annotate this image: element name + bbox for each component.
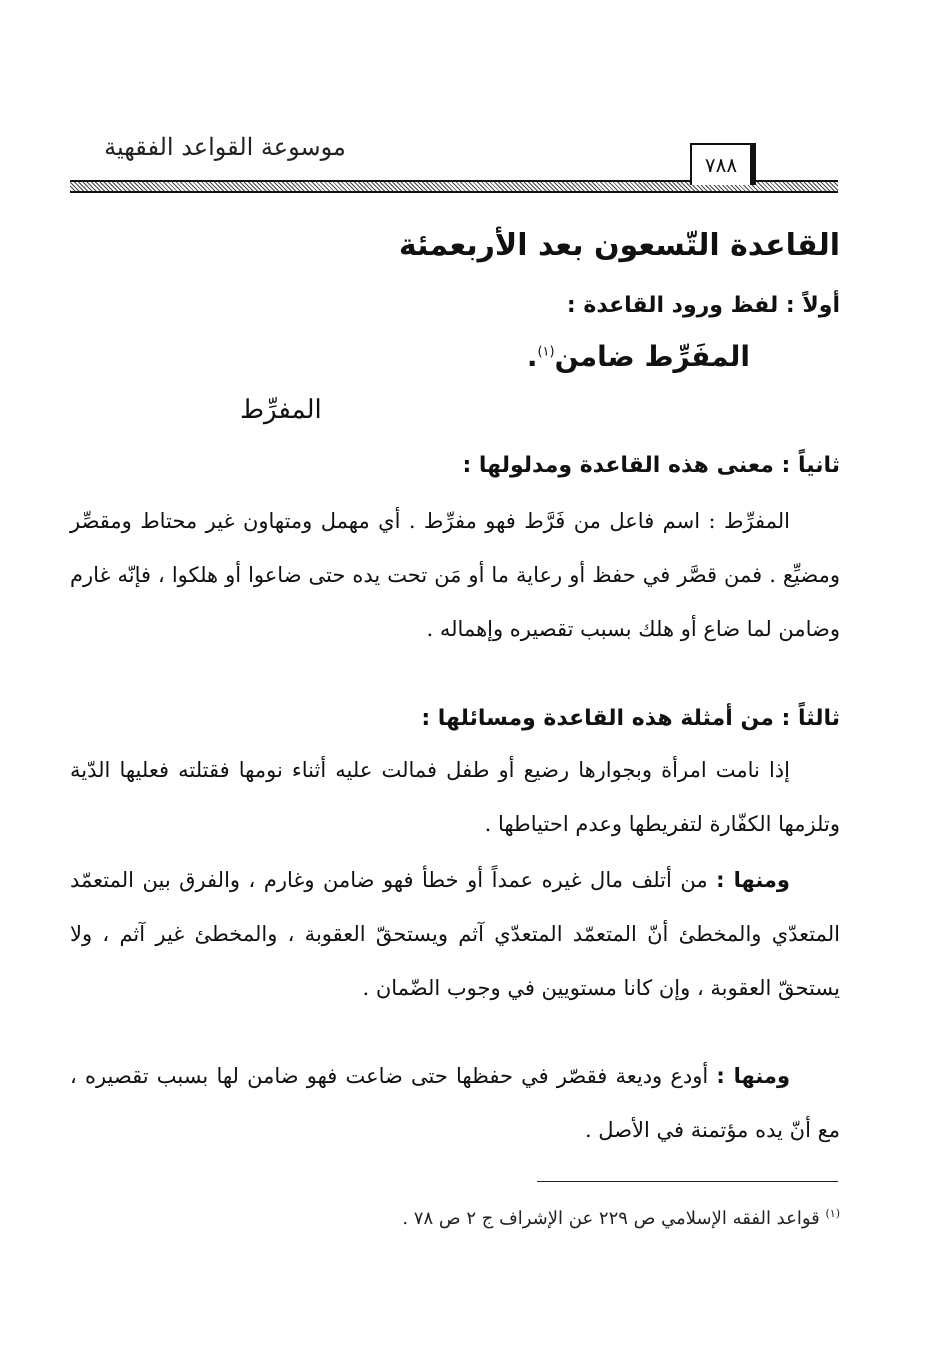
maxim-end: . xyxy=(526,340,538,373)
example-lead: ومنها : xyxy=(716,868,790,892)
book-title: موسوعة القواعد الفقهية xyxy=(104,133,346,161)
section-heading-wording: أولاً : لفظ ورود القاعدة : xyxy=(566,293,840,318)
footnote-text: قواعد الفقه الإسلامي ص ٢٢٩ عن الإشراف ج ٢ ص ٧٨ . xyxy=(402,1208,826,1229)
maxim-text xyxy=(70,340,840,373)
footnote-divider xyxy=(537,1181,838,1182)
maxim-phrase: المفَرِّط ضامن xyxy=(554,340,750,373)
section-heading-meaning: ثانياً : معنى هذه القاعدة ومدلولها : xyxy=(462,453,840,478)
example-paragraph-1: إذا نامت امرأة وبجوارها رضيع أو طفل فمالت عليه أثناء نومها فقتلته فعليها الدّية وتلزمها الكفّارة لتفريطها وعدم احتياطها . xyxy=(70,758,840,836)
example-text: أودع وديعة فقصّر في حفظها حتى ضاعت فهو ضامن لها بسبب تقصيره ، مع أنّ يده مؤتمنة في الأصل . xyxy=(70,1064,840,1142)
page-number: ٧٨٨ xyxy=(690,143,752,185)
example-paragraph-2 xyxy=(70,853,840,1015)
example-lead: ومنها : xyxy=(716,1064,790,1088)
keyword: المفرِّط xyxy=(240,395,322,425)
footnote-marker: (١) xyxy=(825,1207,840,1220)
section-heading-examples: ثالثاً : من أمثلة هذه القاعدة ومسائلها : xyxy=(421,706,840,731)
footnote-ref: (١) xyxy=(537,344,555,360)
footnote xyxy=(200,1207,840,1229)
example-paragraph-3 xyxy=(70,1049,840,1157)
example-text: من أتلف مال غيره عمداً أو خطأ فهو ضامن وغارم ، والفرق بين المتعمّد المتعدّي والمخطئ أنّ المتعمّد المتعدّي آثم ويستحقّ العقوبة ، والمخطئ غير آثم ، ولا يستحقّ العقوبة ، وإن كانا مستويين في وجوب الضّمان . xyxy=(70,868,840,1000)
rule-title: القاعدة التّسعون بعد الأربعمئة xyxy=(398,228,840,263)
meaning-paragraph: المفرِّط : اسم فاعل من فَرَّط فهو مفرِّط . أي مهمل ومتهاون غير محتاط ومقصِّر ومضيِّع . فمن قصَّر في حفظ أو رعاية ما أو مَن تحت يده حتى ضاعوا أو هلكوا ، فإنّه غارم وضامن لما ضاع أو هلك بسبب تقصيره وإهماله . xyxy=(70,509,840,641)
